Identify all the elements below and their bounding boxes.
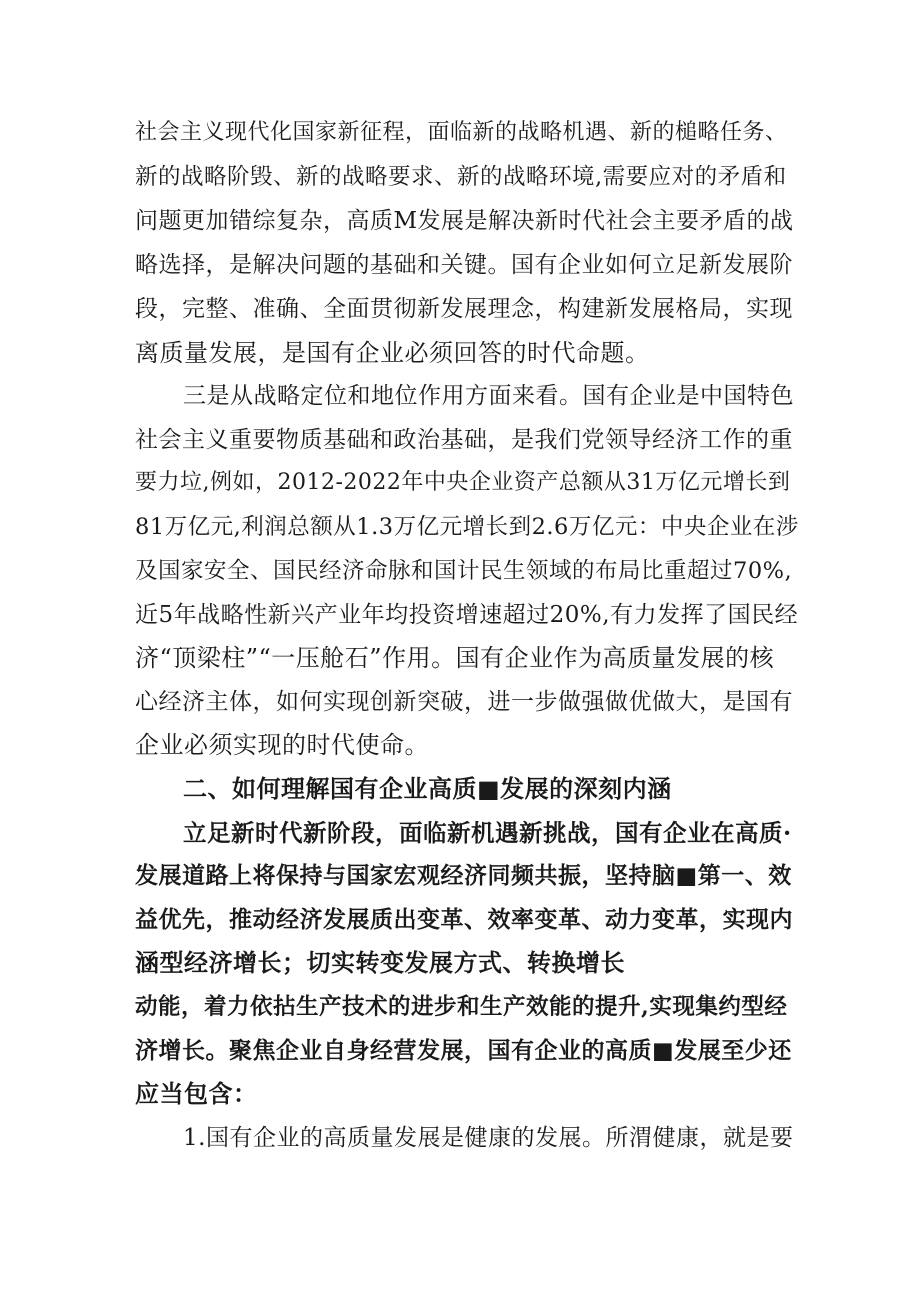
paragraph-1-line: 段，完整、准确、全面贯彻新发展理念，构建新发展格局，实现 [135, 296, 793, 322]
paragraph-2-line: 济“顶梁柱”“一压舱石”作用。国有企业作为高质量发展的核 [135, 644, 775, 672]
paragraph-3-line: 发展道路上将保持与国家宏观经济同频共振，坚持脑■第一、效 [135, 862, 792, 889]
paragraph-2-line: 社会主义重要物质基础和政治基础，是我们党领导经济工作的重 [135, 427, 793, 453]
paragraph-1-line: 离质量发展，是国有企业必须回答的时代命题。 [135, 339, 650, 367]
paragraph-1-line: 新的战略阶毁、新的战略要求、新的战略环境,需要应对的矛盾和 [135, 164, 787, 190]
paragraph-4-line: 1.国有企业的高质量发展是健康的发展。所渭健康，就是要 [183, 1125, 794, 1151]
paragraph-3-line: 益优先，推动经济发展质出变革、效率变革、动力变革，实现内 [135, 906, 793, 933]
paragraph-2-line: 三是从战略定位和地位作用方面来看。国有企业是中国特色 [183, 383, 794, 409]
paragraph-3-line: 应当包含： [135, 1079, 258, 1108]
paragraph-2-line: 81万亿元,利润总额从1.3万亿元增长到2.6万亿元：中央企业在涉 [135, 514, 799, 540]
paragraph-2-line: 心经济主体，如何实现创新突破，进一步做强做优做大，是国有 [135, 689, 793, 715]
paragraph-3-line: 动能，着力依拈生产技术的进步和生产效能的提升,实现集约型经 [135, 994, 788, 1020]
paragraph-3-line: 立足新时代新阶段，面临新机遇新挑战，国有企业在高质· [183, 819, 792, 847]
paragraph-3-line: 济增长。聚焦企业自身经营发展，国有企业的高质■发展至少还 [135, 1037, 792, 1064]
paragraph-1-line: 社会主义现代化国家新征程，面临新的战略机遇、新的槌略任务、 [135, 120, 788, 145]
paragraph-2-line: 企业必须实现的时代使命。 [135, 731, 429, 759]
paragraph-2-line: 近5年战略性新兴产业年均投资增速超过20%,有力发挥了国民经 [135, 602, 799, 628]
section-heading: 二、如何理解国有企业高质■发展的深刻内涵 [183, 774, 672, 803]
paragraph-3-line: 涵型经济增长；切实转变发展方式、转换增长 [135, 948, 625, 977]
paragraph-1-line: 问题更加错综复杂，高质M发展是解决新时代社会主要矛盾的战 [135, 208, 794, 234]
paragraph-2-line: 要力垃,例如，2012-2022年中央企业资产总额从31万亿元增长到 [135, 470, 791, 495]
paragraph-2-line: 及国家安全、国民经济命脉和国计民生领域的布局比重超过70%, [135, 558, 793, 584]
paragraph-1-line: 略选择，是解决问题的基础和关键。国有企业如何立足新发展阶 [135, 252, 793, 278]
